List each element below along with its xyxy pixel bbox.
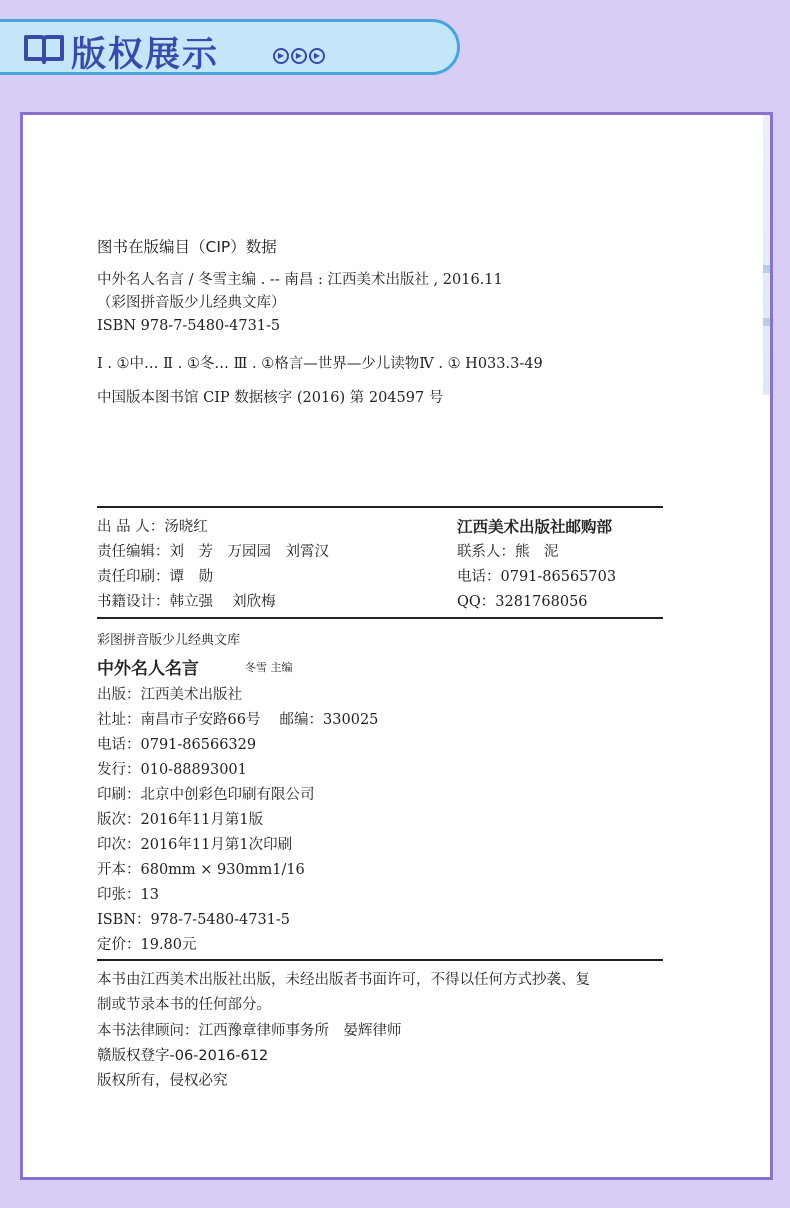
chevron-right-icon: ▶ [291, 48, 307, 64]
detail-line: 出版：江西美术出版社 [97, 687, 242, 703]
credit-line: 书籍设计：韩立强 刘欣梅 [97, 594, 276, 610]
chevron-right-icon: ▶ [273, 48, 289, 64]
divider [97, 617, 663, 619]
credit-line: 责任编辑：刘 芳 万园园 刘霄汉 [97, 544, 329, 560]
notice-line: 赣版权登字-06-2016-612 [97, 1048, 269, 1064]
notice-line: 本书法律顾问：江西豫章律师事务所 晏辉律师 [97, 1023, 402, 1039]
page-edge-mark [763, 318, 770, 326]
page-edge [763, 115, 770, 395]
banner-title: 版权展示 [71, 35, 220, 75]
detail-line: 电话：0791-86566329 [97, 737, 257, 753]
detail-line: 版次：2016年11月第1版 [97, 812, 264, 828]
notice-line: 本书由江西美术出版社出版，未经出版者书面许可，不得以任何方式抄袭、复 [97, 972, 590, 988]
banner-arrows [273, 48, 325, 64]
detail-line: 印张：13 [97, 887, 159, 903]
book-title: 中外名人名言 [97, 659, 199, 679]
section-banner [0, 19, 460, 75]
detail-line: ISBN：978-7-5480-4731-5 [97, 912, 291, 928]
mail-order-title: 江西美术出版社邮购部 [457, 518, 613, 536]
divider [97, 506, 663, 508]
book-editor: 冬雪 主编 [245, 661, 293, 674]
contact-line: 电话：0791-86565703 [457, 569, 617, 585]
cip-line: 中国版本图书馆 CIP 数据核字 (2016) 第 204597 号 [97, 390, 444, 406]
cip-line: （彩图拼音版少儿经典文库） [97, 295, 286, 311]
detail-line: 定价：19.80元 [97, 937, 197, 953]
credit-line: 出 品 人：汤晓红 [97, 519, 208, 535]
cip-line: Ⅰ . ①中… Ⅱ . ①冬… Ⅲ . ①格言—世界—少儿读物Ⅳ . ① H033.3-49 [97, 356, 543, 372]
contact-line: QQ：3281768056 [457, 594, 588, 610]
detail-line: 发行：010-88893001 [97, 762, 247, 778]
detail-line: 印刷：北京中创彩色印刷有限公司 [97, 787, 315, 803]
cip-line: 中外名人名言 / 冬雪主编 . -- 南昌 : 江西美术出版社 , 2016.11 [97, 272, 503, 288]
detail-line: 印次：2016年11月第1次印刷 [97, 837, 293, 853]
notice-line: 制或节录本书的任何部分。 [97, 997, 271, 1013]
divider [97, 959, 663, 961]
detail-line: 开本：680mm × 930mm1/16 [97, 862, 305, 878]
series-name: 彩图拼音版少儿经典文库 [97, 633, 241, 648]
notice-line: 版权所有，侵权必究 [97, 1073, 228, 1089]
open-book-icon [23, 34, 65, 64]
credit-line: 责任印刷：谭 勋 [97, 569, 213, 585]
chevron-right-icon: ▶ [309, 48, 325, 64]
cip-heading: 图书在版编目（CIP）数据 [97, 238, 277, 256]
contact-line: 联系人：熊 泥 [457, 544, 559, 560]
page-edge-mark [763, 265, 770, 273]
copyright-page [20, 112, 773, 1180]
detail-line: 社址：南昌市子安路66号 邮编：330025 [97, 712, 379, 728]
cip-line: ISBN 978-7-5480-4731-5 [97, 318, 281, 334]
